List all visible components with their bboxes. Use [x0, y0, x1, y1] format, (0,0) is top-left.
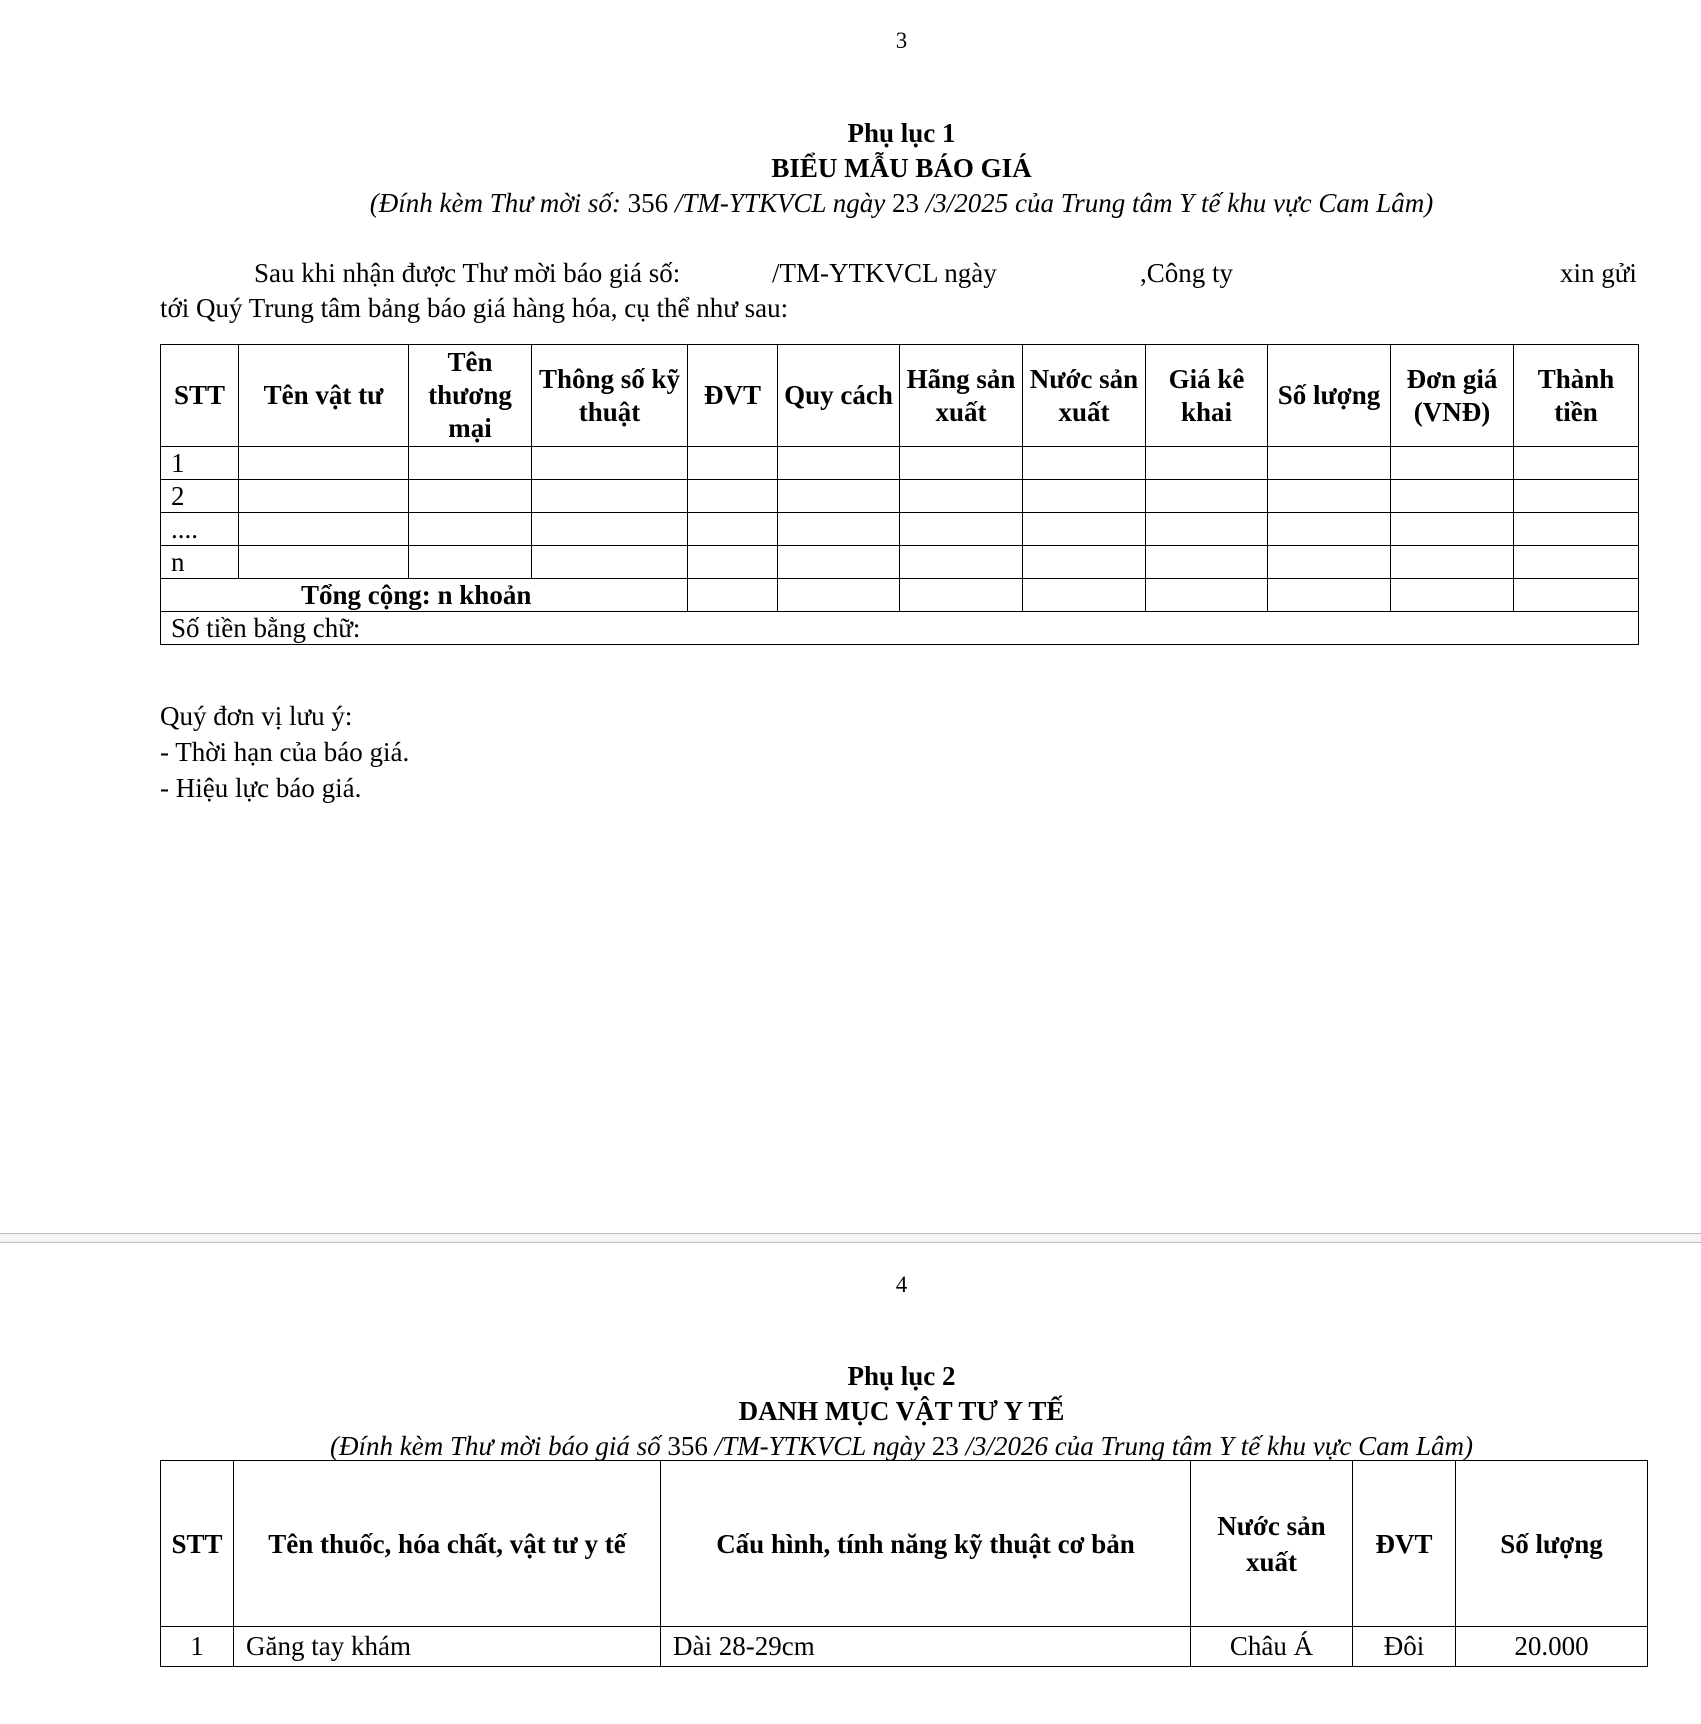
- invitation-day: 23: [931, 1431, 959, 1461]
- invitation-number: 356: [627, 188, 669, 218]
- col-header: Thông số kỹ thuật: [532, 345, 688, 447]
- table-row: [161, 513, 1639, 546]
- cell-stt: 1: [161, 1627, 234, 1667]
- quotation-table: [160, 344, 1639, 645]
- table-row: [161, 546, 1639, 579]
- intro-line-2: tới Quý Trung tâm bảng báo giá hàng hóa, cụ thể như sau:: [160, 293, 789, 323]
- appendix-2-heading: [0, 1359, 1701, 1464]
- col-header: ĐVT: [688, 345, 778, 447]
- table-row: [161, 480, 1639, 513]
- attachment-prefix: (Đính kèm Thư mời số:: [369, 188, 628, 218]
- table-row: [161, 447, 1639, 480]
- col-header: Quy cách: [778, 345, 900, 447]
- appendix-label: Phụ lục 1: [847, 118, 956, 148]
- cell-unit: Đôi: [1353, 1627, 1456, 1667]
- col-header: Giá kê khai: [1146, 345, 1268, 447]
- col-header: Cấu hình, tính năng kỹ thuật cơ bản: [661, 1461, 1191, 1627]
- row-number: 2: [161, 480, 239, 513]
- attachment-mid: /TM-YTKVCL ngày: [668, 188, 892, 218]
- note-item: - Thời hạn của báo giá.: [160, 737, 410, 767]
- col-header: Tên thuốc, hóa chất, vật tư y tế: [234, 1461, 661, 1627]
- table-row: [161, 1627, 1648, 1667]
- col-header: STT: [161, 345, 239, 447]
- cell-spec: Dài 28-29cm: [661, 1627, 1191, 1667]
- invitation-day: 23: [891, 188, 919, 218]
- row-number: 1: [161, 447, 239, 480]
- cell-qty: 20.000: [1456, 1627, 1648, 1667]
- col-header: Số lượng: [1268, 345, 1391, 447]
- intro-part-a: Sau khi nhận được Thư mời báo giá số:: [254, 258, 681, 288]
- amount-in-words: Số tiền bằng chữ:: [161, 612, 1639, 645]
- attachment-suffix: /3/2026 của Trung tâm Y tế khu vực Cam Lâm): [958, 1431, 1473, 1461]
- intro-paragraph: [160, 256, 1645, 326]
- supplies-table: [160, 1460, 1648, 1667]
- invitation-number: 356: [667, 1431, 708, 1461]
- notes-title: Quý đơn vị lưu ý:: [160, 701, 353, 731]
- attachment-mid: /TM-YTKVCL ngày: [707, 1431, 932, 1461]
- note-item: - Hiệu lực báo giá.: [160, 773, 362, 803]
- col-header: Thành tiền: [1514, 345, 1639, 447]
- col-header: Số lượng: [1456, 1461, 1648, 1627]
- attachment-suffix: /3/2025 của Trung tâm Y tế khu vực Cam Lâm): [918, 188, 1434, 218]
- intro-part-c: ,Công ty: [1140, 258, 1234, 288]
- list-title: DANH MỤC VẬT TƯ Y TẾ: [738, 1396, 1065, 1426]
- col-header: Tên thương mại: [409, 345, 532, 447]
- cell-origin: Châu Á: [1191, 1627, 1353, 1667]
- intro-part-b: /TM-YTKVCL ngày: [772, 258, 997, 288]
- notes: [160, 698, 409, 806]
- row-number: ....: [161, 513, 239, 546]
- attachment-prefix: (Đính kèm Thư mời báo giá số: [330, 1431, 668, 1461]
- form-title: BIỂU MẪU BÁO GIÁ: [771, 153, 1032, 183]
- col-header: Đơn giá (VNĐ): [1391, 345, 1514, 447]
- col-header: Hãng sản xuất: [900, 345, 1023, 447]
- col-header: Nước sản xuất: [1023, 345, 1146, 447]
- col-header: Nước sản xuất: [1191, 1461, 1353, 1627]
- appendix-label: Phụ lục 2: [847, 1361, 956, 1391]
- col-header: STT: [161, 1461, 234, 1627]
- col-header: ĐVT: [1353, 1461, 1456, 1627]
- header-row: [161, 1461, 1648, 1627]
- attachment-note: [0, 1429, 1701, 1464]
- amount-words-row: [161, 612, 1639, 645]
- page-number: 3: [895, 28, 908, 53]
- page-number: 4: [895, 1272, 908, 1297]
- total-label: Tổng cộng: n khoản: [161, 579, 688, 612]
- page-divider: [0, 1233, 1701, 1243]
- total-row: [161, 579, 1639, 612]
- col-header: Tên vật tư: [239, 345, 409, 447]
- cell-name: Găng tay khám: [234, 1627, 661, 1667]
- intro-part-d: xin gửi: [1560, 258, 1637, 288]
- attachment-note: [0, 186, 1701, 221]
- header-row: [161, 345, 1639, 447]
- appendix-1-heading: [0, 116, 1701, 221]
- row-number: n: [161, 546, 239, 579]
